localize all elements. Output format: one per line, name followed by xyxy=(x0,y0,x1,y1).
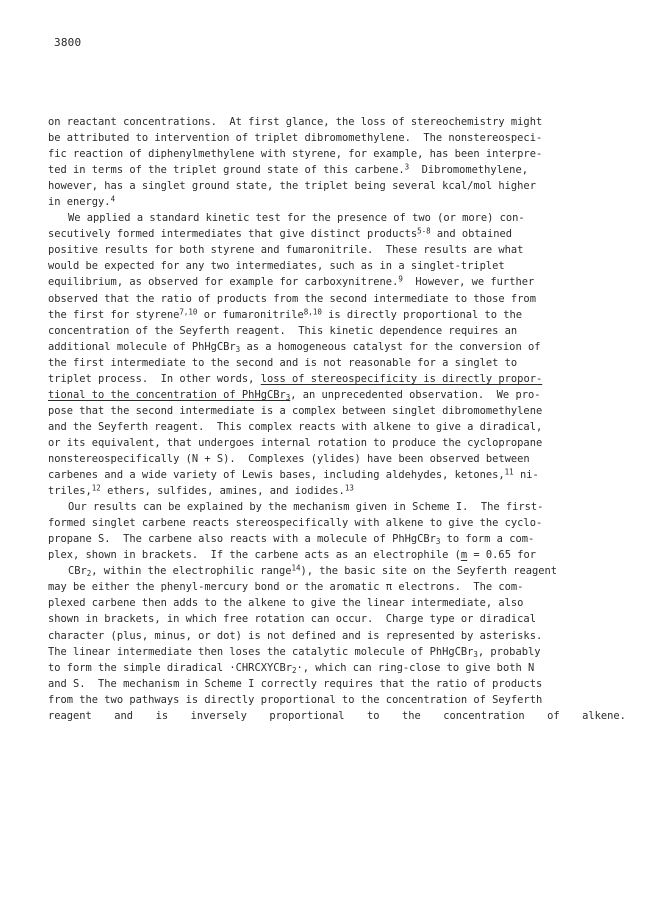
emphasized-text: tional to the concentration of PhHgCBr$_3$ xyxy=(48,388,291,402)
text-line xyxy=(48,708,626,724)
text-line: The linear intermediate then loses the catalytic molecule of PhHgCBr$_3$, probably xyxy=(48,645,541,659)
text-line: or its equivalent, that undergoes internal rotation to produce the cyclopropane xyxy=(48,436,543,449)
paragraph-2 xyxy=(48,210,626,499)
paragraph-3 xyxy=(48,499,626,724)
text-line: secutively formed intermediates that give distinct products$^{5-8}$ and obtained xyxy=(48,226,512,241)
reference-marker: 13 xyxy=(344,483,354,493)
text-line: concentration of the Seyferth reagent. This kinetic dependence requires an xyxy=(48,324,518,337)
word: of xyxy=(547,709,560,722)
word: reagent xyxy=(48,709,92,722)
text-line: additional molecule of PhHgCBr$_3$ as a homogeneous catalyst for the conversion of xyxy=(48,340,541,354)
article-body xyxy=(48,114,626,724)
subscript: 3 xyxy=(285,392,291,402)
emphasized-text: loss of stereospecificity is directly propor- xyxy=(260,372,543,385)
text-line: formed singlet carbene reacts stereospecifically with alkene to give the cyclo- xyxy=(48,517,543,530)
reference-marker: 4 xyxy=(110,194,116,204)
text-line: carbenes and a wide variety of Lewis bases, including aldehydes, ketones,$^{11}$ ni- xyxy=(48,467,539,482)
text-line: the first intermediate to the second and is not reasonable for a singlet to xyxy=(48,356,518,369)
page-number: 3800 xyxy=(54,36,82,49)
text-line: however, has a singlet ground state, the triplet being several kcal/mol higher xyxy=(48,180,536,193)
text-line: triplet process. In other words, loss of stereospecificity is directly propor- xyxy=(48,372,543,385)
text-line: the first for styrene$^{7,10}$ or fumaronitrile$^{8,10}$ is directly proportional to the xyxy=(48,306,523,321)
reference-marker: 5-8 xyxy=(417,226,431,236)
word: is xyxy=(155,709,169,722)
reference-marker: 14 xyxy=(291,563,301,573)
reference-marker: 7,10 xyxy=(179,306,198,316)
reference-marker: 3 xyxy=(404,162,410,172)
text-line: nonstereospecifically (N + S). Complexes (ylides) have been observed between xyxy=(48,452,530,465)
reference-marker: 9 xyxy=(398,274,403,284)
text-line: observed that the ratio of products from the second intermediate to those from xyxy=(48,292,536,305)
reference-marker: 8,10 xyxy=(303,306,322,316)
text-line: and the Seyferth reagent. This complex reacts with alkene to give a diradical, xyxy=(48,420,543,433)
reference-marker: 12 xyxy=(91,483,101,493)
reference-marker: 11 xyxy=(504,467,514,477)
text-line: shown in brackets, in which free rotation can occur. Charge type or diradical xyxy=(48,613,536,626)
text-line: We applied a standard kinetic test for the presence of two (or more) con- xyxy=(68,212,525,225)
text-line: pose that the second intermediate is a complex between singlet dibromomethylene xyxy=(48,404,543,417)
word: inversely xyxy=(190,709,247,722)
subscript: 2 xyxy=(86,569,92,579)
subscript: 3 xyxy=(473,649,478,659)
text-line: be attributed to intervention of triplet dibromomethylene. The nonstereospeci- xyxy=(48,132,543,145)
text-line: plex, shown in brackets. If the carbene acts as an electrophile (m = 0.65 for xyxy=(48,549,536,562)
word: alkene. xyxy=(582,709,626,722)
word: and xyxy=(114,709,134,722)
text-line: to form the simple diradical ·CHRCXYCBr$_2$·, which can ring-close to give both N xyxy=(48,661,535,675)
text-line: would be expected for any two intermediates, such as in a singlet-triplet xyxy=(48,260,505,273)
word: the xyxy=(402,709,421,722)
text-line: character (plus, minus, or dot) is not defined and is represented by asterisks. xyxy=(48,629,543,642)
subscript: 3 xyxy=(235,344,241,354)
word: proportional xyxy=(269,709,345,722)
paragraph-1 xyxy=(48,114,626,210)
text-line: from the two pathways is directly proportional to the concentration of Seyferth xyxy=(48,693,543,706)
emphasized-text: m xyxy=(460,549,468,562)
subscript: 3 xyxy=(435,537,441,547)
text-line: positive results for both styrene and fumaronitrile. These results are what xyxy=(48,244,524,257)
text-line: CBr$_2$, within the electrophilic range$^{14}$), the basic site on the Seyferth reagent xyxy=(68,563,557,579)
text-line: fic reaction of diphenylmethylene with styrene, for example, has been interpre- xyxy=(48,148,543,161)
word: to xyxy=(366,709,380,722)
text-line: Our results can be explained by the mechanism given in Scheme I. The first- xyxy=(68,501,544,514)
text-line: may be either the phenyl-mercury bond or the aromatic π electrons. The com- xyxy=(48,581,524,594)
text-line: triles,$^{12}$ ethers, sulfides, amines, and iodides.$^{13}$ xyxy=(48,483,354,498)
text-line: in energy.$^4$ xyxy=(48,194,116,209)
subscript: 2 xyxy=(291,665,297,675)
text-line: plexed carbene then adds to the alkene to give the linear intermediate, also xyxy=(48,597,524,610)
text-line: equilibrium, as observed for example for carboxynitrene.$^9$ However, we further xyxy=(48,274,535,289)
text-line: propane S. The carbene also reacts with a molecule of PhHgCBr$_3$ to form a com- xyxy=(48,533,535,547)
text-line: on reactant concentrations. At first glance, the loss of stereochemistry might xyxy=(48,116,543,128)
word: concentration xyxy=(443,709,525,722)
text-line: ted in terms of the triplet ground state of this carbene.$^3$ Dibromomethylene, xyxy=(48,162,528,177)
text-line: and S. The mechanism in Scheme I correctly requires that the ratio of products xyxy=(48,677,543,690)
text-line: tional to the concentration of PhHgCBr$_3$, an unprecedented observation. We pro- xyxy=(48,388,541,402)
